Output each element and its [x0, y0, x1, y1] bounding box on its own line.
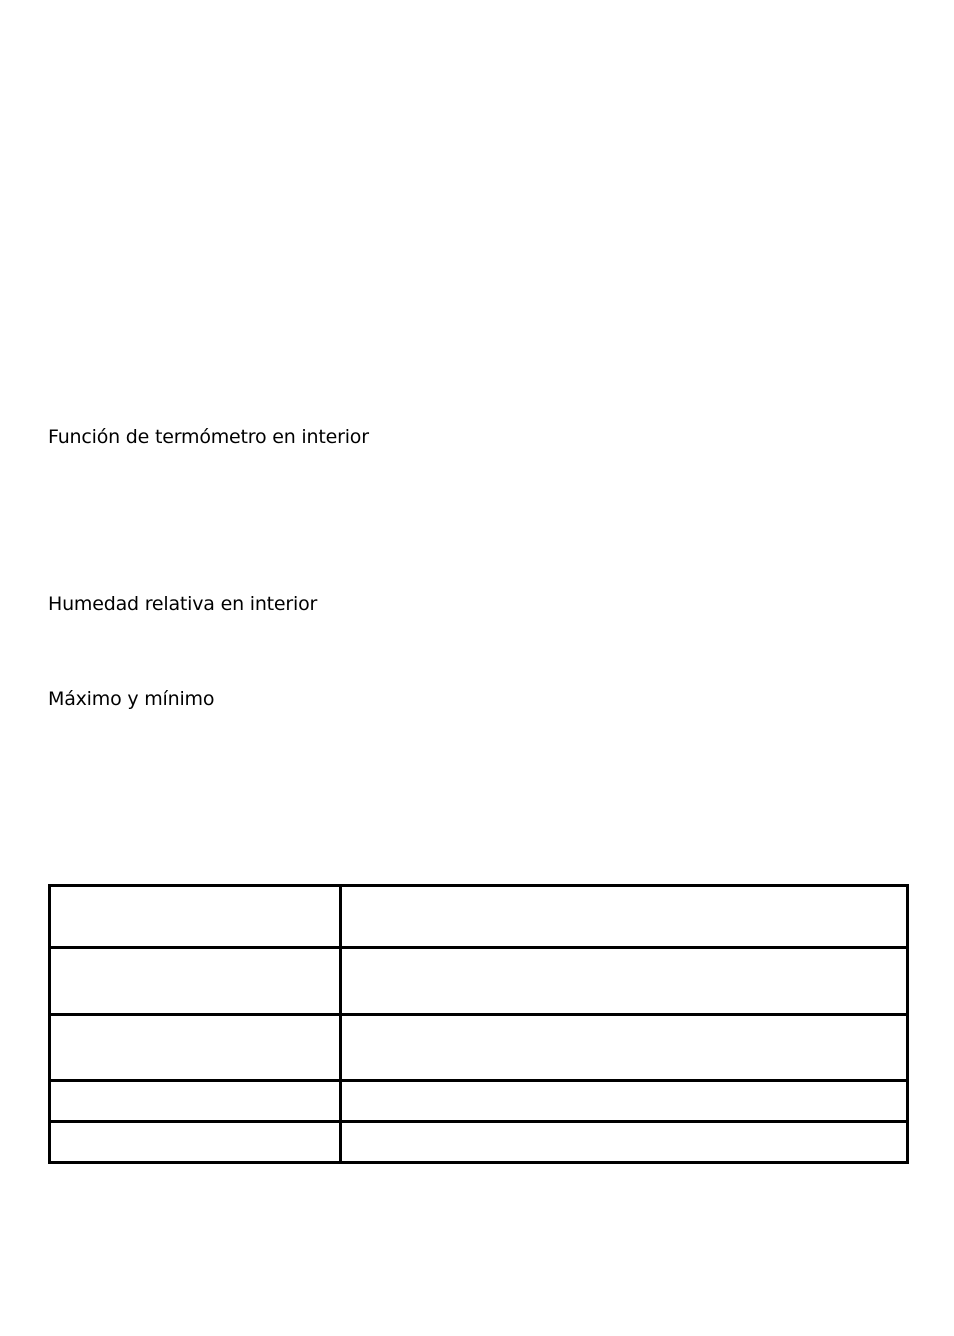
table-row	[50, 948, 908, 1015]
table-cell	[50, 948, 341, 1015]
section-heading-indoor-thermometer: Función de termómetro en interior	[48, 426, 369, 448]
table-cell	[341, 1015, 908, 1081]
spec-table	[48, 884, 909, 1164]
table-cell	[341, 886, 908, 948]
table-row	[50, 886, 908, 948]
table-cell	[341, 1122, 908, 1163]
table-cell	[50, 1015, 341, 1081]
table-cell	[50, 1122, 341, 1163]
table-row	[50, 1081, 908, 1122]
table-row	[50, 1015, 908, 1081]
table-cell	[341, 1081, 908, 1122]
table-row	[50, 1122, 908, 1163]
section-heading-indoor-humidity: Humedad relativa en interior	[48, 593, 318, 615]
section-heading-max-min: Máximo y mínimo	[48, 688, 215, 710]
table-cell	[50, 1081, 341, 1122]
table-cell	[341, 948, 908, 1015]
table-cell	[50, 886, 341, 948]
